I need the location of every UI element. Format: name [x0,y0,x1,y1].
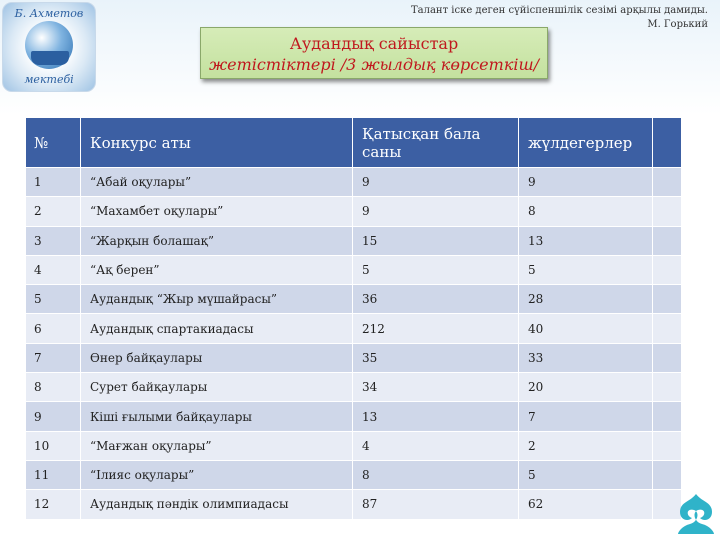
row-number: 1 [26,168,81,197]
logo-text-top: Б. Ахметов [14,7,84,20]
participants-count: 87 [353,490,519,519]
contest-name: “Абай оқулары” [81,168,353,197]
header-number: № [26,118,81,168]
contest-name: “Мағжан оқулары” [81,431,353,460]
participants-count: 8 [353,460,519,489]
table-row [26,431,682,460]
row-number: 3 [26,226,81,255]
table-row [26,460,682,489]
empty-cell [653,314,682,343]
participants-count: 15 [353,226,519,255]
empty-cell [653,226,682,255]
winners-count: 40 [519,314,653,343]
winners-count: 28 [519,285,653,314]
contest-name: “Махамбет оқулары” [81,197,353,226]
contest-results-table [25,117,682,520]
table-row [26,285,682,314]
contest-name: “Жарқын болашақ” [81,226,353,255]
table-row [26,255,682,284]
winners-count: 20 [519,373,653,402]
row-number: 8 [26,373,81,402]
empty-cell [653,460,682,489]
row-number: 6 [26,314,81,343]
empty-cell [653,343,682,372]
participants-count: 36 [353,285,519,314]
row-number: 4 [26,255,81,284]
table-row [26,490,682,519]
table-row [26,343,682,372]
contest-name: Өнер байқаулары [81,343,353,372]
winners-count: 7 [519,402,653,431]
participants-count: 34 [353,373,519,402]
row-number: 10 [26,431,81,460]
winners-count: 2 [519,431,653,460]
winners-count: 62 [519,490,653,519]
empty-cell [653,255,682,284]
row-number: 11 [26,460,81,489]
winners-count: 5 [519,255,653,284]
table-row [26,402,682,431]
empty-cell [653,402,682,431]
ornament-icon [676,492,716,536]
header-participants: Қатысқан бала саны [353,118,519,168]
epigraph-author: М. Горький [647,19,708,30]
header-empty [653,118,682,168]
logo-text-bottom: мектебі [24,73,74,86]
header-winners: жүлдегерлер [519,118,653,168]
contest-name: “Ақ берен” [81,255,353,284]
winners-count: 5 [519,460,653,489]
contest-name: Аудандық спартакиадасы [81,314,353,343]
contest-name: “Ілияс оқулары” [81,460,353,489]
epigraph-quote: Талант іске деген сүйіспеншілік сезімі арқылы дамиды. [410,5,708,16]
table-row [26,226,682,255]
participants-count: 35 [353,343,519,372]
empty-cell [653,431,682,460]
winners-count: 13 [519,226,653,255]
row-number: 9 [26,402,81,431]
title-box [200,27,548,79]
school-logo [2,2,96,92]
empty-cell [653,168,682,197]
row-number: 2 [26,197,81,226]
table-row [26,373,682,402]
contest-name: Аудандық пәндік олимпиадасы [81,490,353,519]
participants-count: 9 [353,168,519,197]
table-row [26,197,682,226]
participants-count: 13 [353,402,519,431]
participants-count: 4 [353,431,519,460]
participants-count: 5 [353,255,519,284]
winners-count: 8 [519,197,653,226]
header-contest-name: Конкурс аты [81,118,353,168]
participants-count: 9 [353,197,519,226]
empty-cell [653,285,682,314]
page-title: Аудандық сайыстар [289,34,459,53]
row-number: 12 [26,490,81,519]
participants-count: 212 [353,314,519,343]
row-number: 7 [26,343,81,372]
empty-cell [653,197,682,226]
winners-count: 9 [519,168,653,197]
page-subtitle: жетістіктері /3 жылдық көрсеткіш/ [208,55,540,74]
contest-name: Сурет байқаулары [81,373,353,402]
contest-name: Кіші ғылыми байқаулары [81,402,353,431]
empty-cell [653,373,682,402]
row-number: 5 [26,285,81,314]
table-row [26,168,682,197]
table-row [26,314,682,343]
contest-name: Аудандық “Жыр мүшайрасы” [81,285,353,314]
table-header-row [26,118,682,168]
book-icon [31,51,69,65]
winners-count: 33 [519,343,653,372]
